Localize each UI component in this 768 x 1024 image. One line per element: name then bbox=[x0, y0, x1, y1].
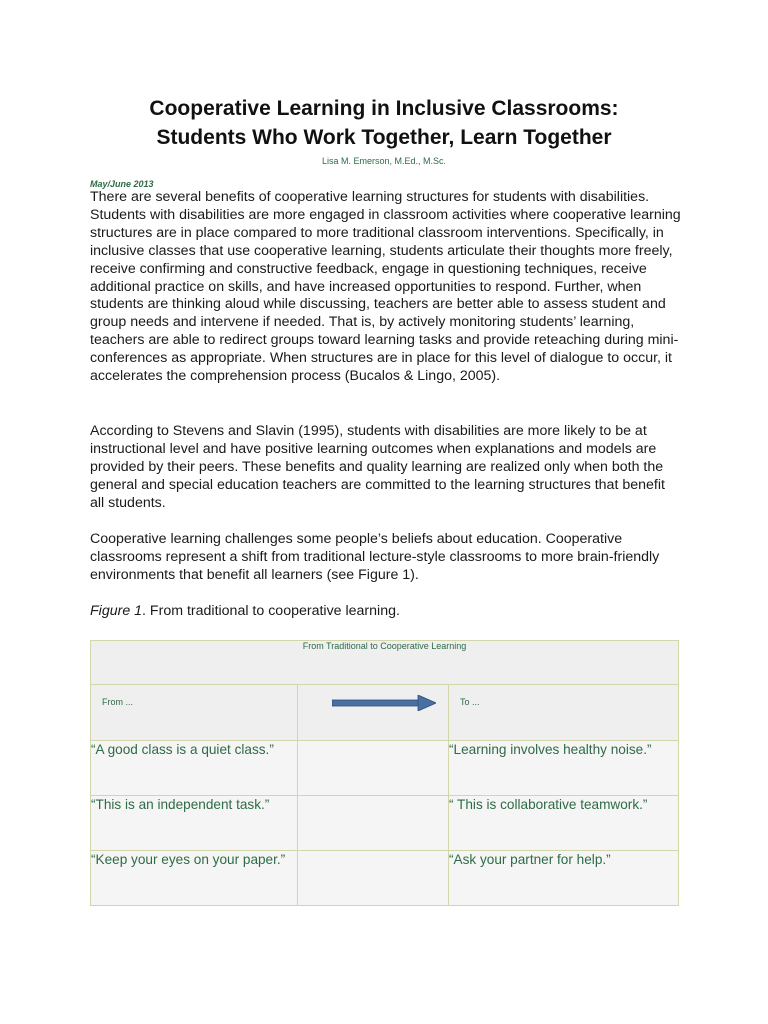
right-arrow-icon bbox=[332, 695, 436, 711]
paragraph-stevens-slavin: According to Stevens and Slavin (1995), students with disabilities are more likely to be at instructional level and have positive learning outcomes when explanations and models are provided by their peers. These benefits and quality learning are realized only when both the general and special education teachers are committed to the learning structures that benefit all students. bbox=[90, 423, 665, 511]
table-cell-from: “Keep your eyes on your paper.” bbox=[91, 851, 298, 906]
table-cell-to: “Learning involves healthy noise.” bbox=[449, 741, 679, 796]
table-cell-empty bbox=[298, 741, 449, 796]
table-heading-row bbox=[91, 641, 679, 685]
table-cell-from: “A good class is a quiet class.” bbox=[91, 741, 298, 796]
table-cell-empty bbox=[298, 851, 449, 906]
table-cell-from: “This is an independent task.” bbox=[91, 796, 298, 851]
figure-table bbox=[90, 640, 679, 906]
column-header-arrow bbox=[298, 685, 449, 741]
table-row bbox=[91, 741, 679, 796]
page-title bbox=[90, 94, 678, 152]
column-header-to: To ... bbox=[449, 685, 679, 741]
publication-date: May/June 2013 bbox=[90, 179, 154, 189]
title-line-2: Students Who Work Together, Learn Together bbox=[156, 126, 612, 149]
paragraph-benefits: There are several benefits of cooperative learning structures for students with disabilities. Students with disabilities are more engaged in classroom activities where cooperative learning structures are in place compared to more traditional classroom interventions. Specifically, in inclusive classes that use cooperative learning, students articulate their thoughts more freely, receive confirming and constructive feedback, engage in questioning techniques, receive additional practice on skills, and have increased opportunities to respond. Further, when students are thinking aloud while discussing, teachers are better able to assess student and group needs and intervene if needed. That is, by actively monitoring students’ learning, teachers are able to redirect groups toward learning tasks and provide reteaching during mini-conferences as appropriate. When structures are in place for this level of dialogue to occur, it accelerates the comprehension process (Bucalos & Lingo, 2005). bbox=[90, 189, 681, 385]
paragraph-challenges: Cooperative learning challenges some people’s beliefs about education. Cooperative classrooms represent a shift from traditional lecture-style classrooms to more brain-friendly environments that benefit all learners (see Figure 1). bbox=[90, 531, 660, 583]
table-row bbox=[91, 796, 679, 851]
table-column-header-row bbox=[91, 685, 679, 741]
table-cell-empty bbox=[298, 796, 449, 851]
table-cell-to: “ This is collaborative teamwork.” bbox=[449, 796, 679, 851]
figure-label: Figure 1 bbox=[90, 603, 143, 619]
title-line-1: Cooperative Learning in Inclusive Classrooms: bbox=[149, 97, 619, 120]
figure-caption bbox=[90, 602, 400, 620]
table-row bbox=[91, 851, 679, 906]
column-header-from: From ... bbox=[91, 685, 298, 741]
figure-caption-text: . From traditional to cooperative learning. bbox=[142, 603, 400, 619]
table-heading: From Traditional to Cooperative Learning bbox=[91, 641, 679, 685]
author-byline: Lisa M. Emerson, M.Ed., M.Sc. bbox=[321, 156, 447, 166]
table-cell-to: “Ask your partner for help.” bbox=[449, 851, 679, 906]
